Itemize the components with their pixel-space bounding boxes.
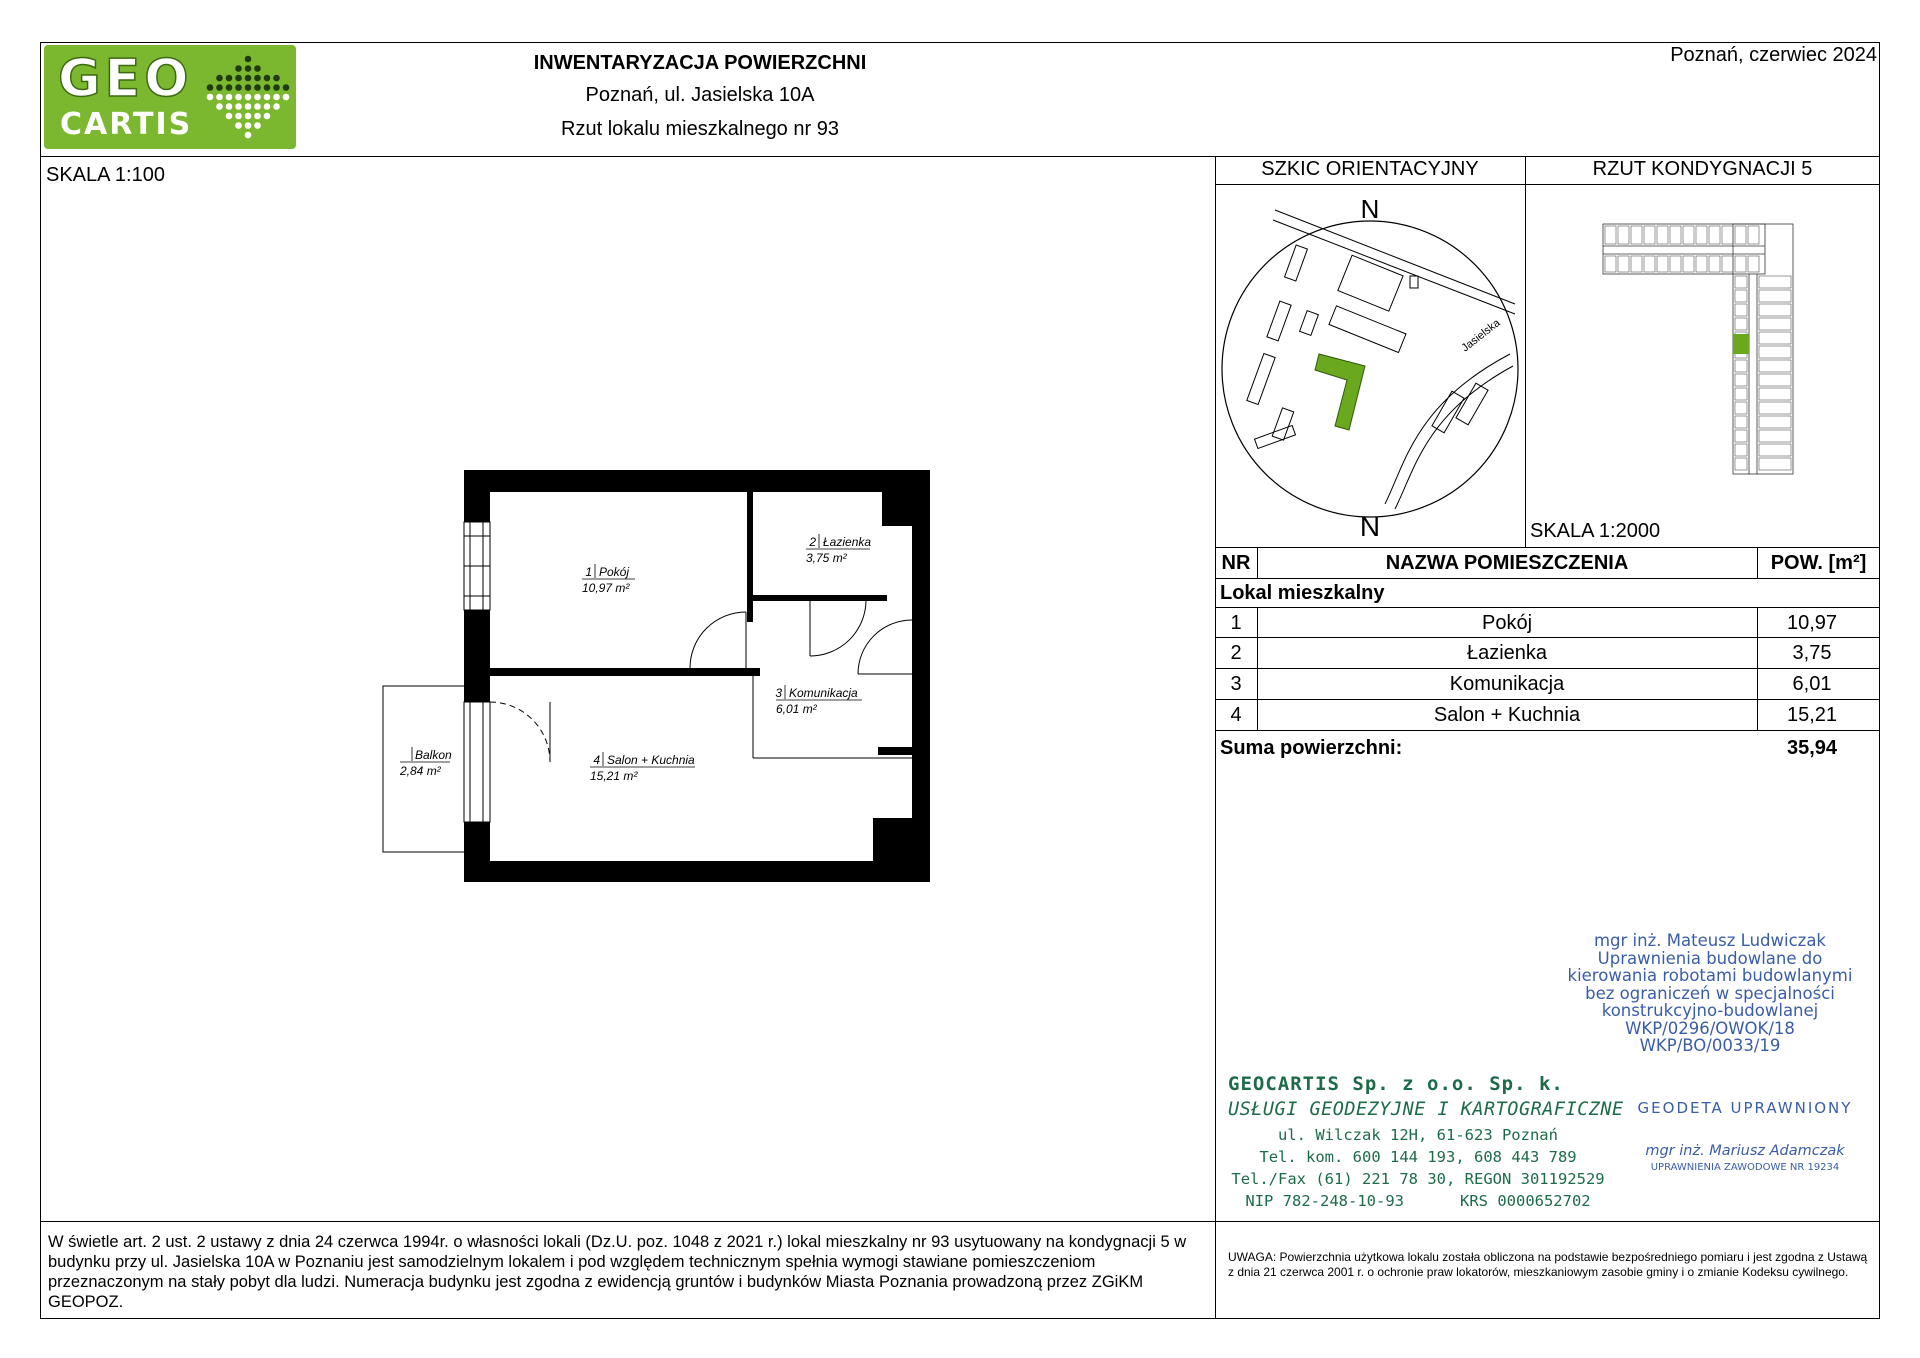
logo-dot	[216, 75, 223, 82]
floor-cell	[1759, 374, 1791, 386]
floor-cell	[1709, 226, 1720, 244]
engineer-stamp-line: Uprawnienia budowlane do	[1597, 948, 1823, 968]
floor-cell	[1735, 276, 1747, 288]
floor-cell	[1670, 256, 1681, 272]
floor-cell	[1759, 332, 1791, 344]
north-label: N	[1359, 511, 1381, 542]
room-2-area: 3,75 m²	[806, 551, 847, 565]
table-header-name: NAZWA POMIESZCZENIA	[1385, 551, 1629, 574]
floor-cell	[1735, 430, 1747, 442]
logo-dot	[235, 113, 242, 120]
floor-cell	[1735, 388, 1747, 400]
logo-dot	[235, 103, 242, 110]
floor-cell	[1683, 226, 1694, 244]
logo-dot	[226, 103, 233, 110]
document-address: Poznań, ul. Jasielska 10A	[585, 84, 815, 106]
room-1-nr: 1	[585, 565, 592, 579]
company-stamp-line: Tel. kom. 600 144 193, 608 443 789	[1259, 1148, 1577, 1166]
floor-scale-label: SKALA 1:2000	[1530, 520, 1661, 542]
street-label: Jasielska	[1459, 317, 1503, 355]
logo-dot	[245, 84, 252, 91]
engineer-stamp-line: konstrukcyjno-budowlanej	[1601, 1001, 1819, 1020]
floor-cell	[1759, 318, 1791, 330]
room-label-2	[806, 534, 871, 565]
logo-dot	[245, 65, 252, 72]
logo-dot	[273, 84, 280, 91]
room-label-3	[775, 685, 862, 716]
engineer-stamp-line: mgr inż. Mateusz Ludwiczak	[1593, 931, 1826, 950]
logo-dot	[254, 122, 261, 129]
logo-dot	[245, 113, 252, 120]
wall-north	[464, 470, 930, 492]
table-header-nr: NR	[1221, 551, 1251, 574]
logo-text-bottom: CARTIS	[60, 107, 193, 142]
logo-dot	[235, 94, 242, 101]
logo-dot	[254, 75, 261, 82]
floor-cell	[1759, 444, 1791, 456]
floor-cell	[1722, 226, 1733, 244]
table-cell-area: 3,75	[1792, 641, 1832, 664]
floor-cell	[1735, 374, 1747, 386]
floor-title: RZUT KONDYGNACJI 5	[1592, 158, 1813, 180]
table-cell-nr: 1	[1230, 611, 1242, 634]
target-building	[1315, 354, 1365, 430]
floor-cell	[1657, 256, 1668, 272]
room-3-nr: 3	[775, 686, 782, 700]
company-logo	[44, 45, 296, 149]
logo-dot	[245, 122, 252, 129]
logo-dot	[283, 94, 290, 101]
document-date: Poznań, czerwiec 2024	[1670, 44, 1877, 66]
logo-dot	[207, 84, 214, 91]
floor-cell	[1735, 444, 1747, 456]
floor-cell	[1657, 226, 1668, 244]
wall-pokoj-salon	[490, 668, 760, 676]
floor-cell	[1735, 416, 1747, 428]
room-2-name: Łazienka	[823, 535, 872, 549]
floor-cell	[1631, 256, 1642, 272]
logo-dot	[254, 113, 261, 120]
logo-dot	[245, 103, 252, 110]
room-label-balcony	[399, 747, 452, 778]
floor-cell	[1759, 402, 1791, 414]
floor-cell	[1735, 360, 1747, 372]
balcony-area: 2,84 m²	[400, 764, 441, 778]
room-1-area: 10,97 m²	[582, 581, 630, 595]
document-title: INWENTARYZACJA POWIERZCHNI	[533, 52, 867, 74]
apartment-floor-plan	[370, 470, 940, 890]
surveyor-name: mgr inż. Mariusz Adamczak	[1645, 1143, 1845, 1159]
table-cell-nr: 2	[1230, 641, 1242, 664]
logo-dot	[226, 84, 233, 91]
wall-lazienka-kom	[747, 595, 887, 601]
footer-divider	[40, 1221, 1880, 1222]
logo-dot	[207, 94, 214, 101]
footer-legal-note: W świetle art. 2 ust. 2 ustawy z dnia 24 czerwca 1994r. o własności lokali (Dz.U. poz. 1048 z 2021 r.) lokal mieszkalny nr 93 usytuowany na kondygnacji 5 w budynku przy ul. Jasielska 10A w Poznaniu jest samodzielnym lokalem i pod względem technicznym spełnia wymogi stawiane pomieszczeniom przeznaczonym na stały pobyt dla ludzi. Numeracja budynku jest zgodna z ewidencją gruntów i budynków Miasta Poznania prowadzoną przez ZGiKM GEOPOZ.	[48, 1233, 1187, 1311]
table-cell-area: 6,01	[1792, 672, 1832, 695]
table-sum-value: 35,94	[1786, 736, 1838, 759]
floor-cell	[1644, 226, 1655, 244]
table-cell-name: Komunikacja	[1449, 672, 1565, 695]
floor-cell	[1618, 256, 1629, 272]
room-3-name: Komunikacja	[789, 686, 858, 700]
balcony-door	[464, 702, 490, 822]
logo-dot	[235, 122, 242, 129]
logo-dot	[273, 75, 280, 82]
floor-cell	[1683, 256, 1694, 272]
room-label-4	[590, 752, 695, 783]
table-cell-name: Pokój	[1481, 611, 1533, 634]
company-stamp-line: Tel./Fax (61) 221 78 30, REGON 301192529	[1231, 1170, 1605, 1188]
floor-cell	[1748, 226, 1759, 244]
pillar-se	[873, 818, 930, 882]
table-cell-name: Salon + Kuchnia	[1433, 703, 1581, 726]
logo-dot	[254, 84, 261, 91]
logo-dot	[216, 103, 223, 110]
table-cell-name: Łazienka	[1466, 641, 1548, 664]
floor-cell	[1759, 458, 1791, 470]
floor-cell	[1735, 402, 1747, 414]
table-sum-label: Suma powierzchni:	[1220, 736, 1403, 759]
logo-dot	[254, 103, 261, 110]
floor-cell	[1605, 256, 1616, 272]
logo-dot	[264, 103, 271, 110]
plan-scale: SKALA 1:100	[46, 164, 165, 186]
floor-cell	[1644, 256, 1655, 272]
wall-pokoj-lazienka	[747, 492, 753, 622]
table-cell-nr: 4	[1230, 703, 1242, 726]
logo-dot	[264, 113, 271, 120]
logo-dot	[245, 56, 252, 63]
sketch-title: SZKIC ORIENTACYJNY	[1261, 158, 1479, 180]
document-subtitle: Rzut lokalu mieszkalnego nr 93	[561, 118, 839, 140]
table-header-area: POW. [m²]	[1770, 551, 1867, 574]
wall-south	[464, 861, 930, 882]
floor-cell	[1605, 226, 1616, 244]
north-arrow-top: N	[1360, 194, 1380, 224]
logo-dot	[226, 113, 233, 120]
engineer-stamp	[1560, 932, 1860, 1055]
floor-cell	[1709, 256, 1720, 272]
room-4-area: 15,21 m²	[590, 769, 638, 783]
floor-cell	[1759, 304, 1791, 316]
room-4-name: Salon + Kuchnia	[607, 753, 695, 767]
table-cell-area: 15,21	[1786, 703, 1838, 726]
room-label-1	[582, 564, 635, 595]
floor-cell	[1748, 256, 1759, 272]
floor-cell	[1631, 226, 1642, 244]
floor-cell	[1670, 226, 1681, 244]
logo-dot	[226, 75, 233, 82]
orientation-sketch	[1215, 184, 1525, 547]
logo-dot	[235, 75, 242, 82]
floor-cell	[1735, 256, 1746, 272]
floor-key-plan	[1525, 184, 1880, 519]
logo-dot	[273, 103, 280, 110]
logo-dot	[254, 65, 261, 72]
room-2-nr: 2	[809, 535, 816, 549]
floor-cell	[1759, 276, 1791, 288]
company-stamp-line: NIP 782-248-10-93 KRS 0000652702	[1245, 1192, 1591, 1210]
logo-dot	[235, 84, 242, 91]
room-4-nr: 4	[593, 753, 600, 767]
logo-dot	[254, 94, 261, 101]
floor-cell	[1735, 458, 1747, 470]
floor-cell	[1759, 346, 1791, 358]
floor-cell	[1735, 226, 1746, 244]
logo-dot	[264, 94, 271, 101]
floor-cell	[1759, 388, 1791, 400]
surveyor-title: GEODETA UPRAWNIONY	[1637, 1099, 1853, 1117]
table-group-label: Lokal mieszkalny	[1220, 581, 1385, 604]
engineer-stamp-line: bez ograniczeń w specjalności	[1585, 983, 1835, 1003]
logo-dot	[245, 94, 252, 101]
pillar-ne	[882, 470, 930, 526]
engineer-stamp-line: WKP/0296/OWOK/18	[1625, 1018, 1795, 1038]
floor-cell	[1696, 226, 1707, 244]
logo-dot	[283, 84, 290, 91]
company-stamp-services: USŁUGI GEODEZYJNE I KARTOGRAFICZNE	[1228, 1099, 1624, 1120]
floor-cell	[1759, 430, 1791, 442]
room-3-area: 6,01 m²	[776, 702, 817, 716]
logo-dot	[264, 75, 271, 82]
floor-cell	[1759, 290, 1791, 302]
logo-dot	[216, 94, 223, 101]
company-stamp-details	[1228, 1124, 1608, 1212]
logo-dots-icon	[204, 53, 292, 143]
apartment-highlight	[1733, 334, 1749, 354]
floor-cell	[1696, 256, 1707, 272]
floor-cell	[1759, 416, 1791, 428]
company-stamp-line: ul. Wilczak 12H, 61-623 Poznań	[1278, 1126, 1558, 1144]
balcony-name: Balkon	[415, 748, 452, 762]
logo-dot	[273, 94, 280, 101]
surveyor-licence: UPRAWNIENIA ZAWODOWE NR 19234	[1650, 1162, 1840, 1173]
floor-cell	[1735, 318, 1747, 330]
logo-dot	[264, 84, 271, 91]
floor-cell	[1735, 290, 1747, 302]
footer-remark: UWAGA: Powierzchnia użytkowa lokalu została obliczona na podstawie bezpośredniego pomiaru i jest zgodna z Ustawą z dnia 21 czerwca 2001 r. o ochronie praw lokatorów, mieszkaniowym zasobie gminy i o zmianie Kodeksu cywilnego.	[1228, 1250, 1868, 1279]
header-divider	[40, 156, 1880, 157]
floor-cell	[1759, 360, 1791, 372]
room-1-name: Pokój	[599, 565, 630, 579]
floor-cell	[1735, 304, 1747, 316]
company-stamp-name: GEOCARTIS Sp. z o.o. Sp. k.	[1228, 1073, 1564, 1095]
floor-cell	[1618, 226, 1629, 244]
floor-cell	[1722, 256, 1733, 272]
logo-text-top: GEO	[58, 49, 193, 109]
logo-dot	[235, 65, 242, 72]
logo-dot	[216, 84, 223, 91]
logo-dot	[245, 132, 252, 139]
logo-dot	[245, 75, 252, 82]
table-cell-nr: 3	[1230, 672, 1242, 695]
table-cell-area: 10,97	[1786, 611, 1838, 634]
engineer-stamp-line: kierowania robotami budowlanymi	[1567, 966, 1853, 985]
engineer-stamp-line: WKP/BO/0033/19	[1639, 1036, 1781, 1055]
logo-dot	[226, 94, 233, 101]
